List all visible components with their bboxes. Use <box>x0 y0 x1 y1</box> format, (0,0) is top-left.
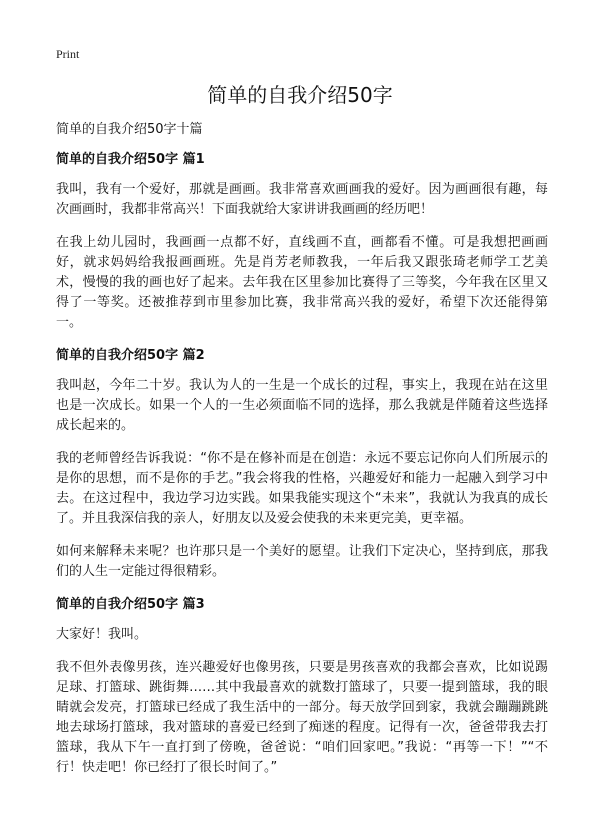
print-link[interactable]: Print <box>56 47 80 61</box>
paragraph: 在我上幼儿园时，我画画一点都不好，直线画不直，画都看不懂。可是我想把画画好，就求妈妈给我报画画班。先是肖芳老师教我，一年后我又跟张琦老师学工艺美术，慢慢的我的画也好了起来。去年我在区里参加比赛得了三等奖，今年我在区里又得了一等奖。还被推荐到市里参加比赛，我非常高兴我的爱好，希望下次还能得第一。 <box>56 235 548 330</box>
article-subtitle: 简单的自我介绍50字十篇 <box>56 122 203 137</box>
paragraph: 大家好！我叫。 <box>56 627 148 642</box>
section-1 <box>56 150 548 333</box>
paragraph: 我叫，我有一个爱好，那就是画画。我非常喜欢画画我的爱好。因为画画很有趣，每次画画时，我都非常高兴！下面我就给大家讲讲我画画的经历吧！ <box>56 182 548 217</box>
section-2 <box>56 346 548 582</box>
page-title: 简单的自我介绍50字 <box>207 83 393 107</box>
paragraph: 我不但外表像男孩，连兴趣爱好也像男孩，只要是男孩喜欢的我都会喜欢，比如说踢足球、打篮球、跳街舞……其中我最喜欢的就数打篮球了，只要一提到篮球，我的眼睛就会发亮，打篮球已经成了我生活中的一部分。每天放学回到家，我就会蹦蹦跳跳地去球场打篮球，我对篮球的喜爱已经到了痴迷的程度。记得有一次，爸爸带我去打篮球，我从下午一直打到了傍晚，爸爸说：“咱们回家吧。”我说：“再等一下！”“不行！快走吧！你已经打了很长时间了。” <box>56 660 548 775</box>
section-heading: 简单的自我介绍50字 篇3 <box>56 597 205 612</box>
section-heading: 简单的自我介绍50字 篇1 <box>56 152 205 167</box>
section-heading: 简单的自我介绍50字 篇2 <box>56 348 205 363</box>
paragraph: 我叫赵，今年二十岁。我认为人的一生是一个成长的过程，事实上，我现在站在这里也是一次成长。如果一个人的一生必须面临不同的选择，那么我就是伴随着这些选择成长起来的。 <box>56 378 548 433</box>
article-body <box>56 120 548 791</box>
paragraph: 我的老师曾经告诉我说：“你不是在修补而是在创造：永远不要忘记你向人们所展示的是你的思想，而不是你的手艺。”我会将我的性格，兴趣爱好和能力一起融入到学习中去。在这过程中，我边学习边实践。如果我能实现这个“未来”，我就认为我真的成长了。并且我深信我的亲人，好朋友以及爱会使我的未来更完美，更幸福。 <box>56 451 548 526</box>
paragraph: 如何来解释未来呢？也许那只是一个美好的愿望。让我们下定决心，坚持到底，那我们的人生一定能过得很精彩。 <box>56 544 548 579</box>
section-3 <box>56 595 548 778</box>
